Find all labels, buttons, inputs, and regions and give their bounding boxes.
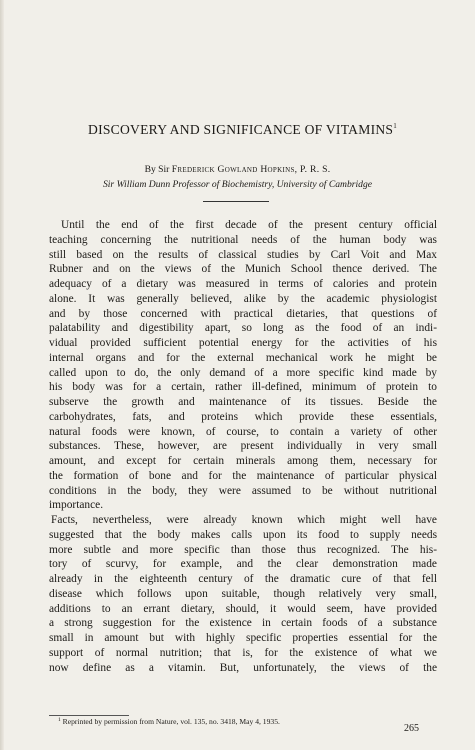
text-line: alone. It was generally believed, alike by the academic physiologist bbox=[49, 292, 437, 305]
title-divider bbox=[203, 201, 269, 202]
text-line: disease which follows upon suitable, though relatively very small, bbox=[49, 587, 437, 600]
footnote bbox=[58, 717, 280, 726]
text-line: internal organs and for the external mechanical work he might be bbox=[49, 351, 437, 364]
text-line: small in amount but with highly specific properties essential for the bbox=[49, 632, 437, 644]
text-line: Until the end of the first decade of the present century official bbox=[61, 219, 437, 231]
text-line: subserve the growth and maintenance of its tissues. Beside the bbox=[49, 396, 437, 408]
text-line: substances. These, however, are present individually in very small bbox=[49, 440, 437, 453]
text-line: amount, and except for certain minerals among them, necessary for bbox=[49, 455, 437, 467]
text-line: additions to an errant dietary, should, it would seem, have provided bbox=[49, 602, 437, 615]
text-line: Facts, nevertheless, were already known which might well have bbox=[51, 514, 437, 526]
author-byline bbox=[0, 164, 475, 175]
footnote-divider bbox=[49, 715, 129, 716]
text-line: the formation of bone and for the maintenance of particular physical bbox=[49, 469, 437, 482]
article-title bbox=[30, 122, 455, 138]
page-edge-shadow bbox=[0, 0, 4, 750]
byline-prefix: By Sir bbox=[144, 164, 170, 175]
text-line: and by those concerned with practical dietaries, that questions of bbox=[49, 307, 437, 320]
text-line: vidual provided sufficient potential energy for the activities of his bbox=[49, 337, 437, 349]
text-line: suggested that the body makes calls upon its food to supply needs bbox=[49, 528, 437, 541]
footnote-marker: 1 bbox=[58, 717, 61, 723]
text-line: called upon to do, the only demand of a more specific kind made by bbox=[49, 366, 437, 379]
article-title-text: DISCOVERY AND SIGNIFICANCE OF VITAMINS bbox=[88, 122, 394, 137]
text-line: support of normal nutrition; that is, for the existence of what we bbox=[49, 646, 437, 659]
text-line: natural foods were known, of course, to contain a variety of other bbox=[49, 425, 437, 438]
text-line: Rubner and on the views of the Munich School thence derived. The bbox=[49, 263, 437, 276]
text-line: his body was for a certain, rather ill-defined, minimum of protein to bbox=[49, 381, 437, 394]
title-footnote-marker: 1 bbox=[393, 122, 397, 130]
page-number: 265 bbox=[404, 723, 419, 734]
text-line: importance. bbox=[49, 499, 104, 512]
text-line: carbohydrates, fats, and proteins which provide these essentials, bbox=[49, 410, 437, 423]
paragraph bbox=[49, 513, 437, 675]
author-name: Frederick Gowland Hopkins, P. R. S. bbox=[171, 164, 331, 175]
text-line: teaching concerning the nutritional needs of the human body was bbox=[49, 233, 437, 246]
article-body bbox=[49, 218, 437, 675]
author-affiliation: Sir William Dunn Professor of Biochemistry, University of Cambridge bbox=[102, 179, 373, 190]
paragraph bbox=[49, 218, 437, 513]
text-line: already in the eighteenth century of the dramatic cure of that fell bbox=[49, 573, 437, 585]
text-line: palatability and digestibility apart, so long as the food of an indi- bbox=[49, 322, 437, 335]
text-line: adequacy of a dietary was measured in terms of calories and protein bbox=[49, 278, 437, 290]
text-line: now define as a vitamin. But, unfortunately, the views of the bbox=[49, 661, 437, 674]
text-line: still based on the results of classical studies by Carl Voit and Max bbox=[49, 248, 437, 261]
text-line: conditions in the body, they were assumed to be without nutritional bbox=[49, 484, 437, 497]
text-line: more subtle and more specific than those thus recognized. The his- bbox=[49, 543, 437, 556]
text-line: tory of scurvy, for example, and the clear demonstration made bbox=[49, 558, 437, 571]
text-line: a strong suggestion for the existence in certain foods of a substance bbox=[49, 617, 437, 630]
footnote-text: Reprinted by permission from Nature, vol. 135, no. 3418, May 4, 1935. bbox=[62, 717, 280, 726]
